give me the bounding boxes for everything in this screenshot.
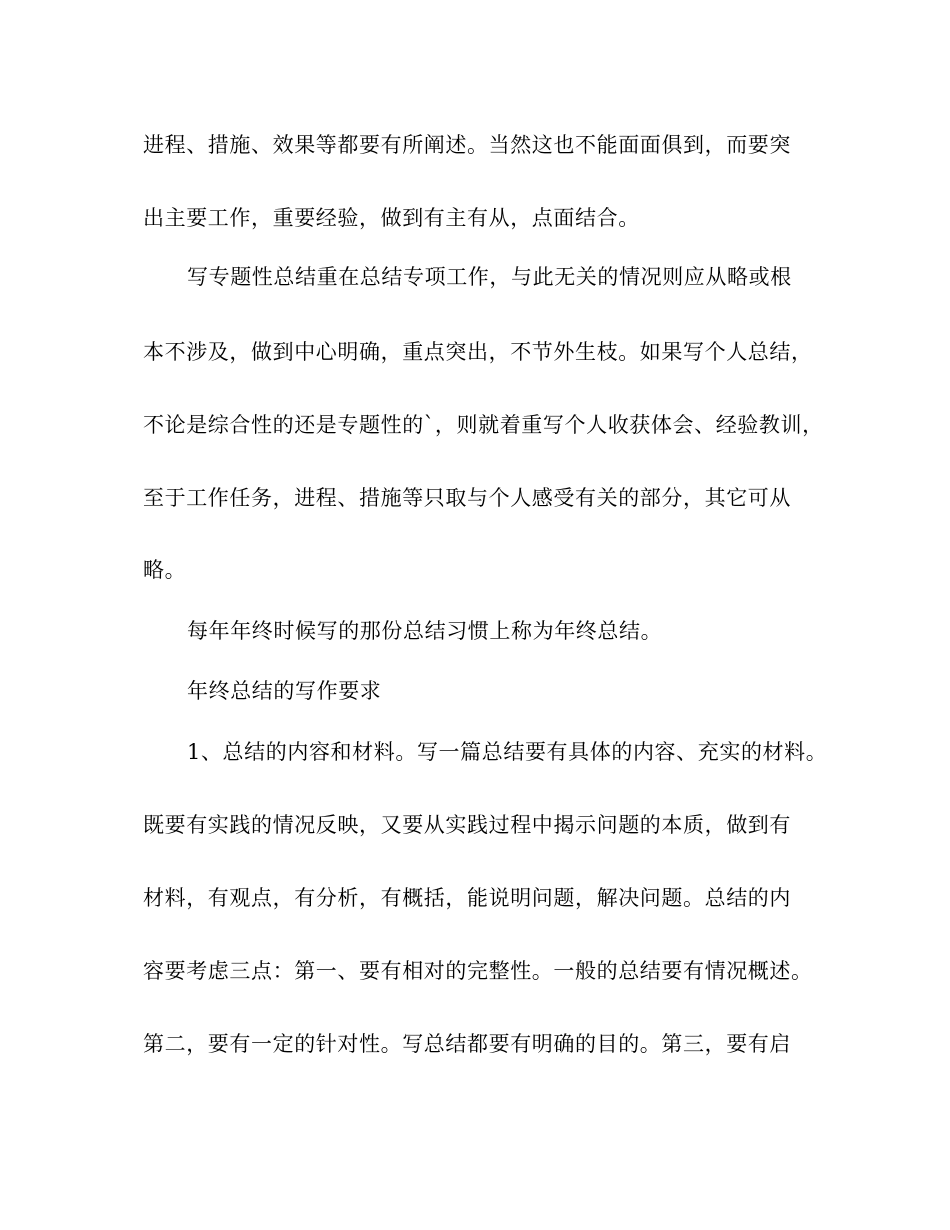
text-line: 出主要工作，重要经验，做到有主有从，点面结合。 [143, 206, 640, 230]
text-line: 既要有实践的情况反映，又要从实践过程中揭示问题的本质，做到有 [143, 813, 791, 837]
text-line: 第二，要有一定的针对性。写总结都要有明确的目的。第三，要有启 [143, 1032, 791, 1056]
section-heading: 年终总结的写作要求 [187, 679, 382, 703]
text-line: 略。 [143, 558, 187, 582]
paragraph-first-line: 每年年终时候写的那份总结习惯上称为年终总结。 [187, 619, 663, 643]
text-line: 容要考虑三点：第一、要有相对的完整性。一般的总结要有情况概述。 [143, 959, 813, 983]
paragraph-first-line: 1、总结的内容和材料。写一篇总结要有具体的内容、充实的材料。 [187, 740, 828, 764]
text-line: 进程、措施、效果等都要有所阐述。当然这也不能面面俱到，而要突 [143, 133, 791, 157]
text-line: 本不涉及，做到中心明确，重点突出，不节外生枝。如果写个人总结， [143, 340, 813, 364]
text-line: 至于工作任务，进程、措施等只取与个人感受有关的部分，其它可从 [143, 486, 791, 510]
paragraph-first-line: 写专题性总结重在总结专项工作，与此无关的情况则应从略或根 [187, 265, 792, 289]
text-line: 材料，有观点，有分析，有概括，能说明问题，解决问题。总结的内 [143, 886, 791, 910]
text-line: 不论是综合性的还是专题性的`，则就着重写个人收获体会、经验教训， [143, 413, 824, 437]
